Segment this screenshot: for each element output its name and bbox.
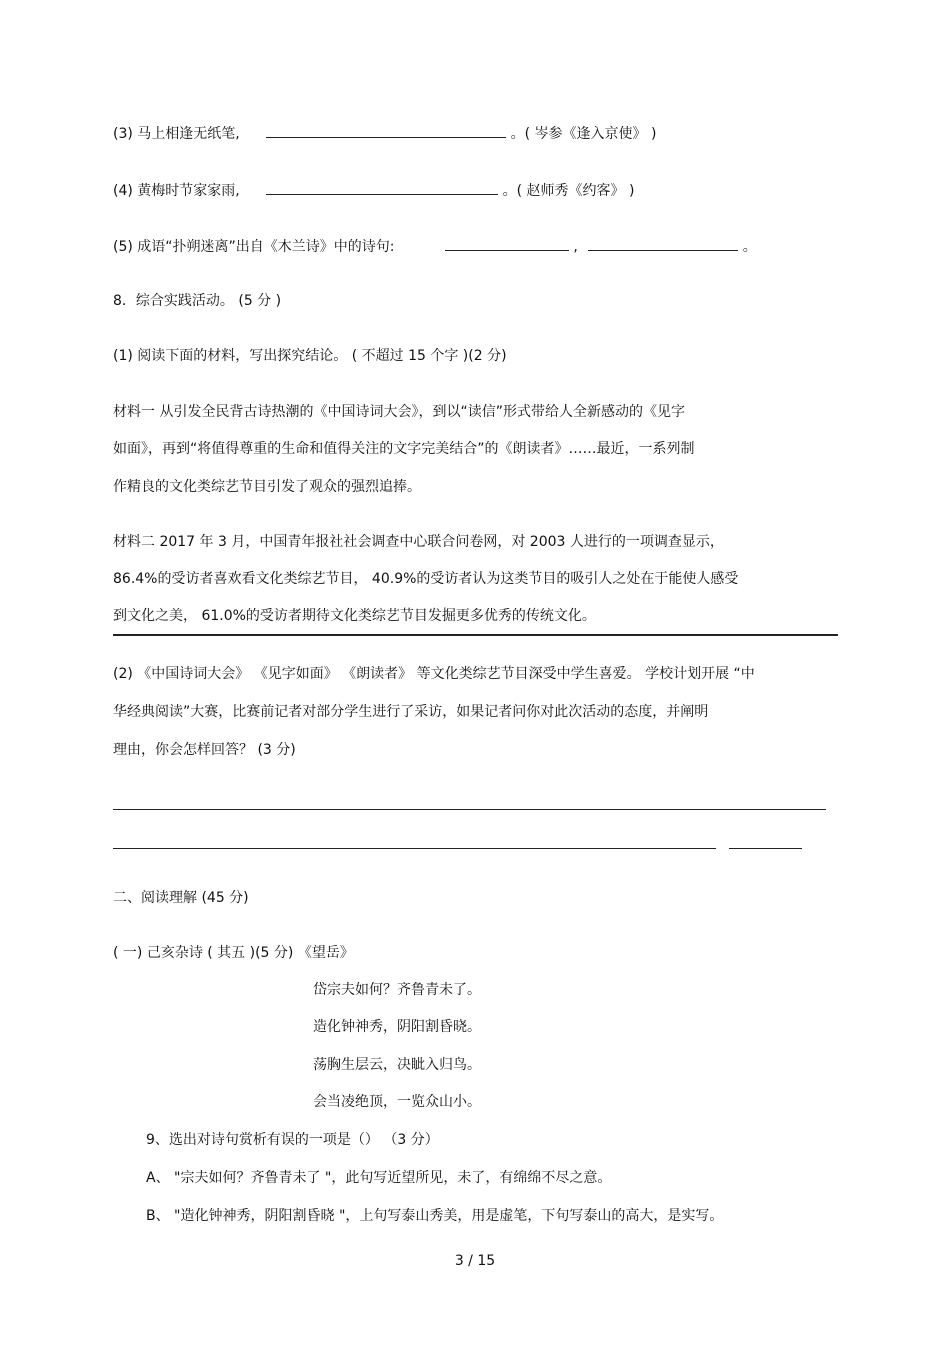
answer-line[interactable] bbox=[113, 809, 826, 810]
poem-line: 会当凌绝顶，一览众山小。 bbox=[313, 1094, 481, 1110]
material2-line: 86.4%的受访者喜欢看文化类综艺节目， 40.9%的受访者认为这类节目的吸引人之处在于能使人感受 bbox=[113, 571, 739, 587]
q8-title: 8．综合实践活动。 (5 分 ) bbox=[113, 293, 282, 309]
answer-line[interactable] bbox=[113, 634, 838, 636]
material2-line: 到文化之美， 61.0%的受访者期待文化类综艺节目发掘更多优秀的传统文化。 bbox=[113, 608, 596, 624]
poem-line: 造化钟神秀，阴阳割昏晓。 bbox=[313, 1019, 481, 1035]
poem-line: 岱宗夫如何？齐鲁青未了。 bbox=[313, 982, 481, 998]
q7-line-3 bbox=[113, 123, 656, 144]
q8-part1-prompt: (1) 阅读下面的材料，写出探究结论。 ( 不超过 15 个字 )(2 分) bbox=[113, 348, 507, 364]
q7-line-5-end: 。 bbox=[742, 239, 757, 255]
option-b[interactable]: B、 "造化钟神秀，阴阳割昏晓 "，上句写泰山秀美，用是虚笔，下句写泰山的高大，是实写。 bbox=[146, 1208, 724, 1224]
q8-part2-line: 华经典阅读”大赛，比赛前记者对部分学生进行了采访，如果记者问你对此次活动的态度，并阐明 bbox=[113, 704, 709, 720]
material2-line: 材料二 2017 年 3 月，中国青年报社社会调查中心联合问卷网，对 2003 人进行的一项调查显示， bbox=[113, 534, 724, 550]
question-9: 9、选出对诗句赏析有误的一项是（） （3 分） bbox=[146, 1132, 439, 1148]
material1-line: 作精良的文化类综艺节目引发了观众的强烈追捧。 bbox=[113, 479, 421, 495]
q7-line-3-source: 。( 岑参《逢入京使》 ) bbox=[510, 126, 657, 142]
q7-line-4 bbox=[113, 180, 634, 201]
q7-line-5-text: (5) 成语“扑朔迷离”出自《木兰诗》中的诗句: bbox=[113, 239, 395, 255]
option-a[interactable]: A、 "宗夫如何？齐鲁青未了 "，此句写近望所见，未了，有绵绵不尽之意。 bbox=[146, 1170, 612, 1186]
answer-blank[interactable] bbox=[266, 123, 506, 138]
q7-line-5-sep: , bbox=[573, 239, 578, 255]
answer-blank[interactable] bbox=[588, 236, 738, 251]
q7-line-5 bbox=[113, 236, 757, 257]
answer-blank[interactable] bbox=[266, 180, 498, 195]
answer-blank[interactable] bbox=[445, 236, 569, 251]
answer-line[interactable] bbox=[113, 848, 716, 849]
poem-line: 荡胸生层云，决眦入归鸟。 bbox=[313, 1057, 481, 1073]
q8-part2-line: (2) 《中国诗词大会》 《见字如面》 《朗读者》 等文化类综艺节目深受中学生喜爱。 学校计划开展 “中 bbox=[113, 666, 755, 682]
q8-part2-line: 理由，你会怎样回答？ (3 分) bbox=[113, 742, 296, 758]
page-number: 3 / 15 bbox=[454, 1253, 496, 1269]
answer-line[interactable] bbox=[729, 848, 802, 849]
q7-line-3-text: (3) 马上相逢无纸笔, bbox=[113, 126, 240, 142]
section-2-title: 二、阅读理解 (45 分) bbox=[113, 890, 249, 906]
q7-line-4-text: (4) 黄梅时节家家雨, bbox=[113, 183, 240, 199]
material1-line: 如面》，再到“将值得尊重的生命和值得关注的文字完美结合”的《朗读者》……最近，一系列制 bbox=[113, 441, 695, 457]
reading-1-title: ( 一) 己亥杂诗 ( 其五 )(5 分) 《望岳》 bbox=[113, 945, 354, 961]
material1-line: 材料一 从引发全民背古诗热潮的《中国诗词大会》，到以“读信”形式带给人全新感动的《见字 bbox=[113, 404, 685, 420]
q7-line-4-source: 。( 赵师秀《约客》 ) bbox=[502, 183, 635, 199]
